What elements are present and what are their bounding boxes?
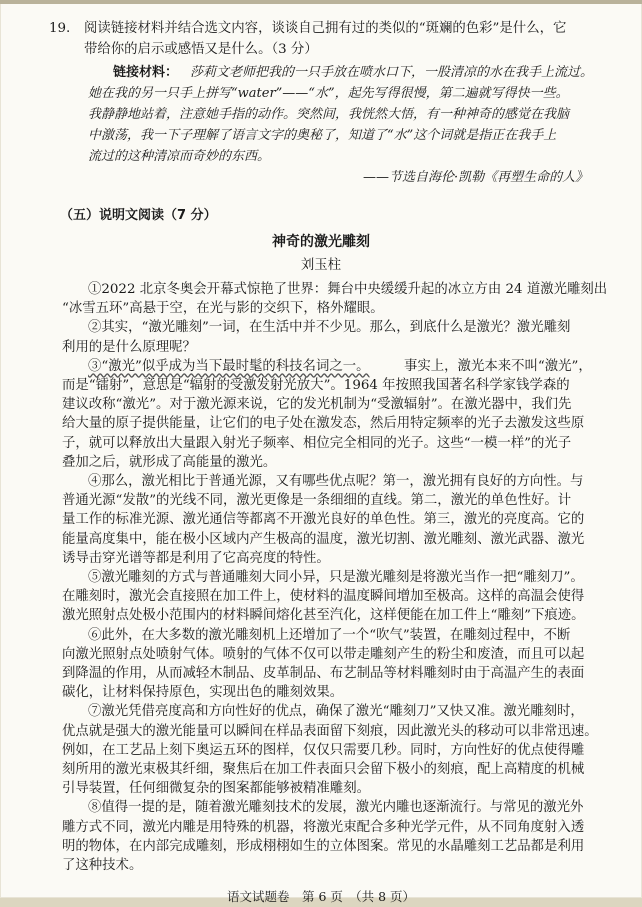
article-underlined-sentence: ③“激光”似乎成为当下最时髦的科技名词之一。 (88, 358, 370, 374)
article-line: 碳化，让材料保持原色，实现出色的雕刻效果。 (62, 685, 344, 701)
link-material-source: ——节选自海伦·凯勒《再塑生命的人》 (363, 170, 589, 185)
top-border (0, 0, 642, 4)
article-line: 刻所用的激光束极其纤细，聚焦后在加工件表面只会留下极小的刻痕，配上高精度的机械 (62, 762, 585, 777)
article-line: 诱导击穿光谱等都是利用了它高亮度的特性。 (62, 550, 330, 566)
link-material-label: 链接材料： (113, 65, 179, 80)
article-line: ④那么，激光相比于普通光源，又有哪些优点呢？第一，激光拥有良好的方向性。与 (88, 474, 584, 489)
article-line: 事实上，激光本来不叫“激光”， (404, 358, 592, 374)
article-line: 给大量的原子提供能量，让它们的电子处在激发态，然后用特定频率的光子去激发这些原 (62, 416, 585, 432)
link-material-line: 中激荡，我一下子理解了语言文字的奥秘了，知道了“水”这个词就是指正在我手上 (88, 128, 557, 143)
article-line: 优点就是强大的激光能量可以瞬间在样品表面留下刻痕，因此激光头的移动可以非常迅速。 (62, 723, 598, 739)
link-material-line: 莎莉文老师把我的一只手放在喷水口下，一股清凉的水在我手上流过。 (190, 65, 594, 80)
article-line: 普通光源“发散”的光线不同，激光更像是一条细细的直线。第二，激光的单色性好。计 (62, 493, 572, 509)
article-line: 利用的是什么原理呢？ (62, 339, 196, 355)
article-line: ⑧值得一提的是，随着激光雕刻技术的发展，激光内雕也逐渐流行。与常见的激光外 (88, 800, 584, 816)
article-line: ②其实，“激光雕刻”一词，在生活中并不少见。那么，到底什么是激光？激光雕刻 (88, 320, 571, 336)
link-material-line: 流过的这种清凉而奇妙的东西。 (88, 149, 271, 164)
section-heading: （五）说明文阅读（7 分） (60, 208, 217, 223)
article-line: 激光照射点处极小范围内的材料瞬间熔化甚至汽化，这样便能在加工件上“雕刻”下痕迹。 (62, 608, 585, 624)
article-line: 在雕刻时，激光会直接照在加工件上，使材料的温度瞬间增加至极高。这样的高温会使得 (62, 589, 585, 605)
link-material-line: 我静静地站着，注意她手指的动作。突然间，我恍然大悟，有一种神奇的感觉在我脑 (88, 107, 570, 122)
article-line: 例如，在工艺品上刻下奥运五环的图样，仅仅只需要几秒。同时，方向性好的优点使得雕 (62, 742, 585, 758)
question-number: 19. (49, 21, 71, 36)
article-line: 叠加之后，就形成了高能量的激光。 (62, 454, 277, 470)
article-line: 建议改称“激光”。对于激光源来说，它的发光机制为“受激辐射”。在激光器中，我们先 (62, 397, 572, 413)
link-material-line: 她在我的另一只手上拼写“water”——“水”，起先写得很慢，第二遍就写得快一些。 (88, 86, 569, 101)
article-line: 明的物体，在内部完成雕刻，形成栩栩如生的立体图案。常见的水晶雕刻工艺品都是利用 (62, 838, 585, 854)
article-line: ⑥此外，在大多数的激光雕刻机上还增加了一个“吹气”装置，在雕刻过程中，不断 (88, 627, 571, 643)
article-line: 到降温的作用，从而减轻木制品、皮革制品、布艺制品等材料雕刻时由于高温产生的表面 (62, 666, 585, 681)
article-line: 雕方式不同，激光内雕是用特殊的机器，将激光束配合多种光学元件，从不同角度射入透 (62, 819, 585, 835)
article-title: 神奇的激光雕刻 (272, 234, 370, 250)
question-text-line: 带给你的启示或感悟又是什么。（3 分） (84, 42, 318, 57)
article-author: 刘玉柱 (300, 258, 342, 273)
question-text-line: 阅读链接材料并结合选文内容，谈谈自己拥有过的类似的“斑斓的色彩”是什么，它 (84, 21, 567, 36)
article-line: ①2022 北京冬奥会开幕式惊艳了世界：舞台中央缓缓升起的冰立方由 24 道激光雕刻出 (88, 282, 608, 297)
article-line: ⑦激光凭借亮度高和方向性好的优点，确保了激光“雕刻刀”又快又准。激光雕刻时， (88, 704, 584, 720)
article-line: 而是“镭射”，意思是“辐射的受激发射光放大”。1964 年按照我国著名科学家钱学森的 (62, 378, 570, 393)
article-line: “冰雪五环”高悬于空，在光与影的交织下，格外耀眼。 (62, 301, 384, 317)
article-line: 了这种技术。 (62, 858, 143, 873)
article-line: ⑤激光雕刻的方式与普通雕刻大同小异，只是激光雕刻是将激光当作一把“雕刻刀”。 (88, 570, 584, 585)
article-line: 能量高度集中，能在极小区域内产生极高的温度，激光切割、激光雕刻、激光武器、激光 (62, 531, 585, 547)
article-line: 量工作的标准光源、激光通信等都离不开激光良好的单色性。第三，激光的亮度高。它的 (62, 512, 585, 528)
article-line: 向激光照射点处喷射气体。喷射的气体不仅可以带走雕刻产生的粉尘和废渣，而且可以起 (62, 646, 585, 662)
article-line: 子，就可以释放出大量跟入射光子频率、相位完全相同的光子。这些“一模一样”的光子 (62, 435, 572, 451)
page-footer: 语文试题卷 第 6 页 （共 8 页） (226, 889, 416, 905)
article-line: 引导装置，任何细微复杂的图案都能够被精准雕刻。 (62, 781, 370, 797)
